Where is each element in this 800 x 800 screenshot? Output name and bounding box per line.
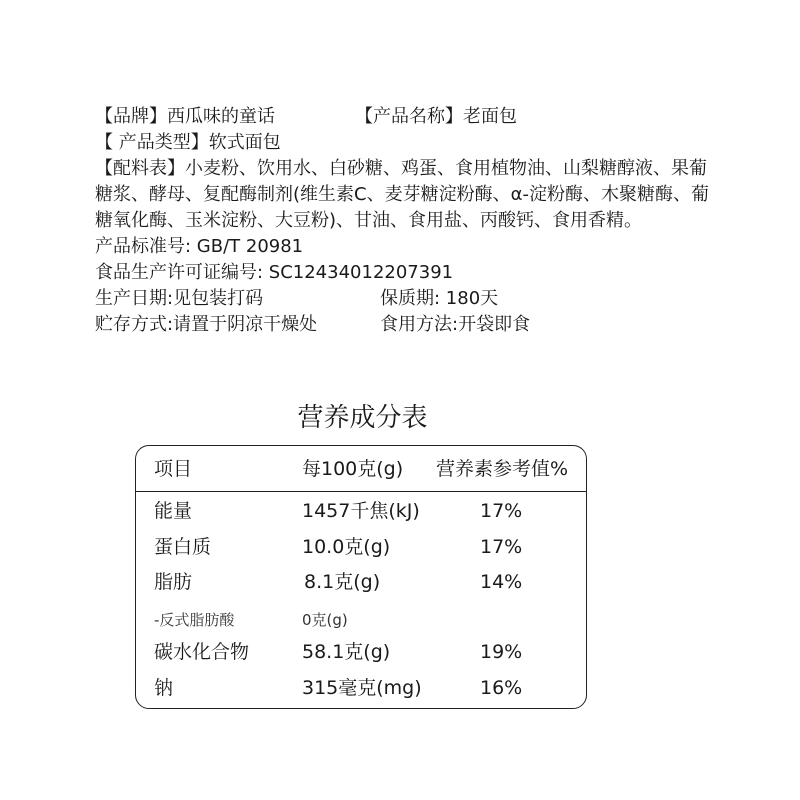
table-row [136, 499, 586, 534]
nutrition-table-title: 营养成分表 [297, 403, 428, 433]
row-amount: 8.1克(g) [304, 571, 381, 593]
table-row [136, 676, 586, 711]
license-text: 食品生产许可证编号: SC12434012207391 [95, 262, 454, 283]
row-item: 蛋白质 [154, 536, 212, 558]
row-nrv: 19% [480, 641, 523, 663]
ingredients-text: 【配料表】小麦粉、饮用水、白砂糖、鸡蛋、食用植物油、山梨糖醇液、果葡糖浆、酵母、复配酶制剂(维生素C、麦芽糖淀粉酶、α-淀粉酶、木聚糖酶、葡糖氧化酶、玉米淀粉、大豆粉)、甘油、食用盐、丙酸钙、食用香精。 [95, 158, 709, 231]
date-shelf-line [95, 286, 735, 312]
table-row [136, 570, 586, 605]
license-line [95, 260, 735, 286]
row-nrv: 14% [480, 571, 523, 593]
row-amount: 58.1克(g) [302, 641, 391, 663]
table-row [136, 608, 586, 643]
usage-text: 食用方法:开袋即食 [380, 314, 531, 335]
header-nrv: 营养素参考值% [436, 458, 569, 480]
row-nrv: 16% [480, 677, 523, 699]
row-nrv: 17% [480, 500, 523, 522]
table-row [136, 640, 586, 675]
storage-usage-line [95, 312, 735, 338]
row-item: 能量 [154, 500, 193, 522]
row-amount: 1457千焦(kJ) [302, 500, 420, 522]
production-date-text: 生产日期:见包装打码 [95, 288, 264, 309]
row-item: 钠 [154, 677, 174, 699]
brand-name-line [95, 104, 735, 130]
product-type-text: 【 产品类型】软式面包 [95, 132, 281, 153]
standard-text: 产品标准号: GB/T 20981 [95, 236, 304, 257]
product-type-line [95, 130, 735, 156]
table-row [136, 535, 586, 570]
row-nrv: 17% [480, 536, 523, 558]
product-info [95, 104, 735, 338]
row-amount: 10.0克(g) [302, 536, 391, 558]
storage-text: 贮存方式:请置于阴凉干燥处 [95, 314, 318, 335]
product-name-text: 【产品名称】老面包 [355, 106, 517, 127]
nutrition-table [135, 445, 587, 709]
nutrition-table-header [136, 446, 586, 492]
row-amount: 0克(g) [302, 611, 348, 629]
row-item: -反式脂肪酸 [154, 611, 235, 629]
row-item: 碳水化合物 [154, 641, 250, 663]
shelf-life-text: 保质期: 180天 [380, 288, 499, 309]
row-amount: 315毫克(mg) [302, 677, 422, 699]
row-item: 脂肪 [154, 571, 193, 593]
standard-line [95, 234, 735, 260]
header-item: 项目 [154, 458, 193, 480]
header-amount: 每100克(g) [302, 458, 404, 480]
brand-text: 【品牌】西瓜味的童话 [95, 106, 275, 127]
